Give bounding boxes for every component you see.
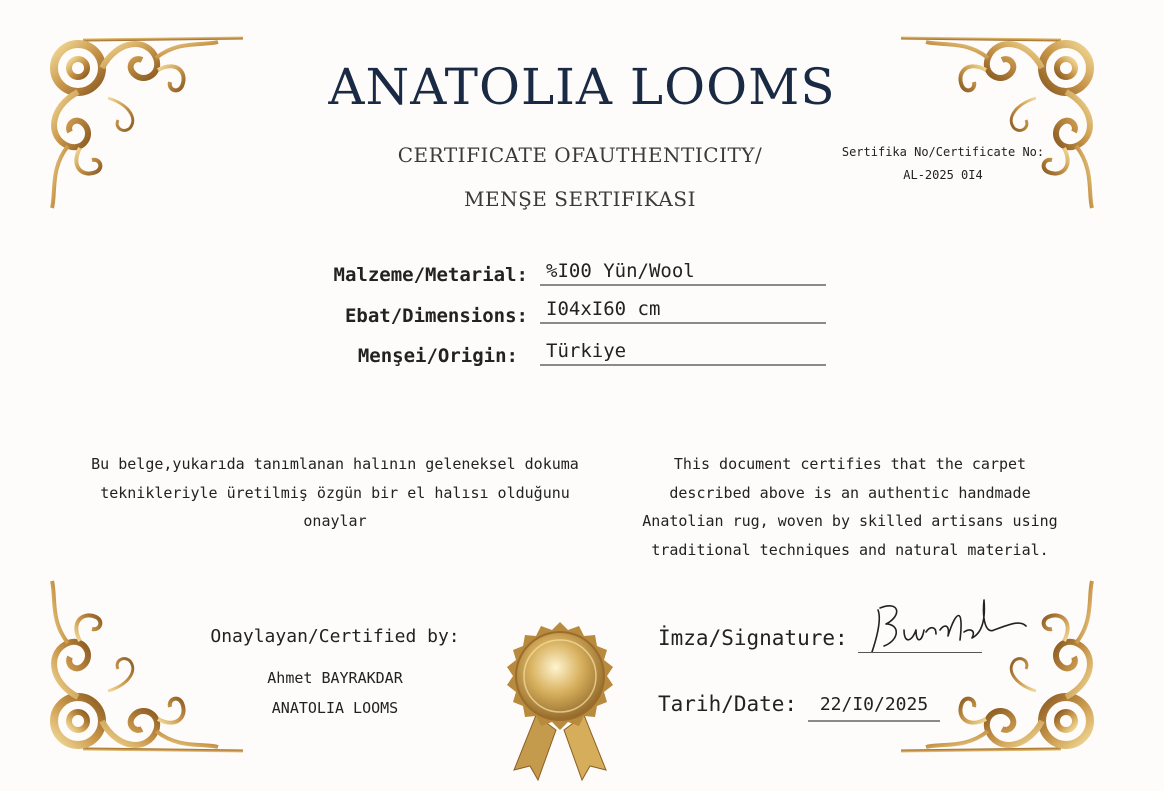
certifier-company: ANATOLIA LOOMS xyxy=(271,699,399,717)
material-value: %I00 Yün/Wool xyxy=(540,260,826,286)
certifier-name: Ahmet BAYRAKDAR xyxy=(267,669,403,687)
dimensions-label: Ebat/Dimensions: xyxy=(344,305,528,327)
date-value: 22/I0/2025 xyxy=(808,694,940,722)
origin-label: Menşei/Origin: xyxy=(357,345,518,367)
corner-ornament-bottom-left-icon xyxy=(38,561,248,761)
certificate-subtitle-line-1: CERTIFICATE OFAUTHENTICITY/ xyxy=(397,143,763,167)
signature-label: İmza/Signature: xyxy=(658,626,848,650)
signature-line xyxy=(858,652,982,653)
certificate-number-label: Sertifika No/Certificate No: xyxy=(841,145,1045,159)
certificate-subtitle-line-2: MENŞE SERTIFIKASI xyxy=(464,187,696,211)
certificate-number-value: AL-2025 0I4 xyxy=(903,168,983,182)
statement-english: This document certifies that the carpet described above is an authentic handmade Anatolian rug, woven by skilled artisans using traditional techniques and natural material. xyxy=(642,455,1058,559)
dimensions-value: I04xI60 cm xyxy=(540,298,826,324)
handwritten-signature xyxy=(860,590,1030,660)
certified-by-label: Onaylayan/Certified by: xyxy=(210,626,460,647)
date-label: Tarih/Date: xyxy=(658,692,798,716)
certificate-title: ANATOLIA LOOMS xyxy=(328,58,836,116)
statement-turkish: Bu belge,yukarıda tanımlanan halının geleneksel dokuma teknikleriyle üretilmiş özgün bir el halısı olduğunu onaylar xyxy=(91,455,579,530)
origin-value: Türkiye xyxy=(540,340,826,366)
gold-seal-icon xyxy=(496,620,624,785)
material-label: Malzeme/Metarial: xyxy=(333,264,528,286)
